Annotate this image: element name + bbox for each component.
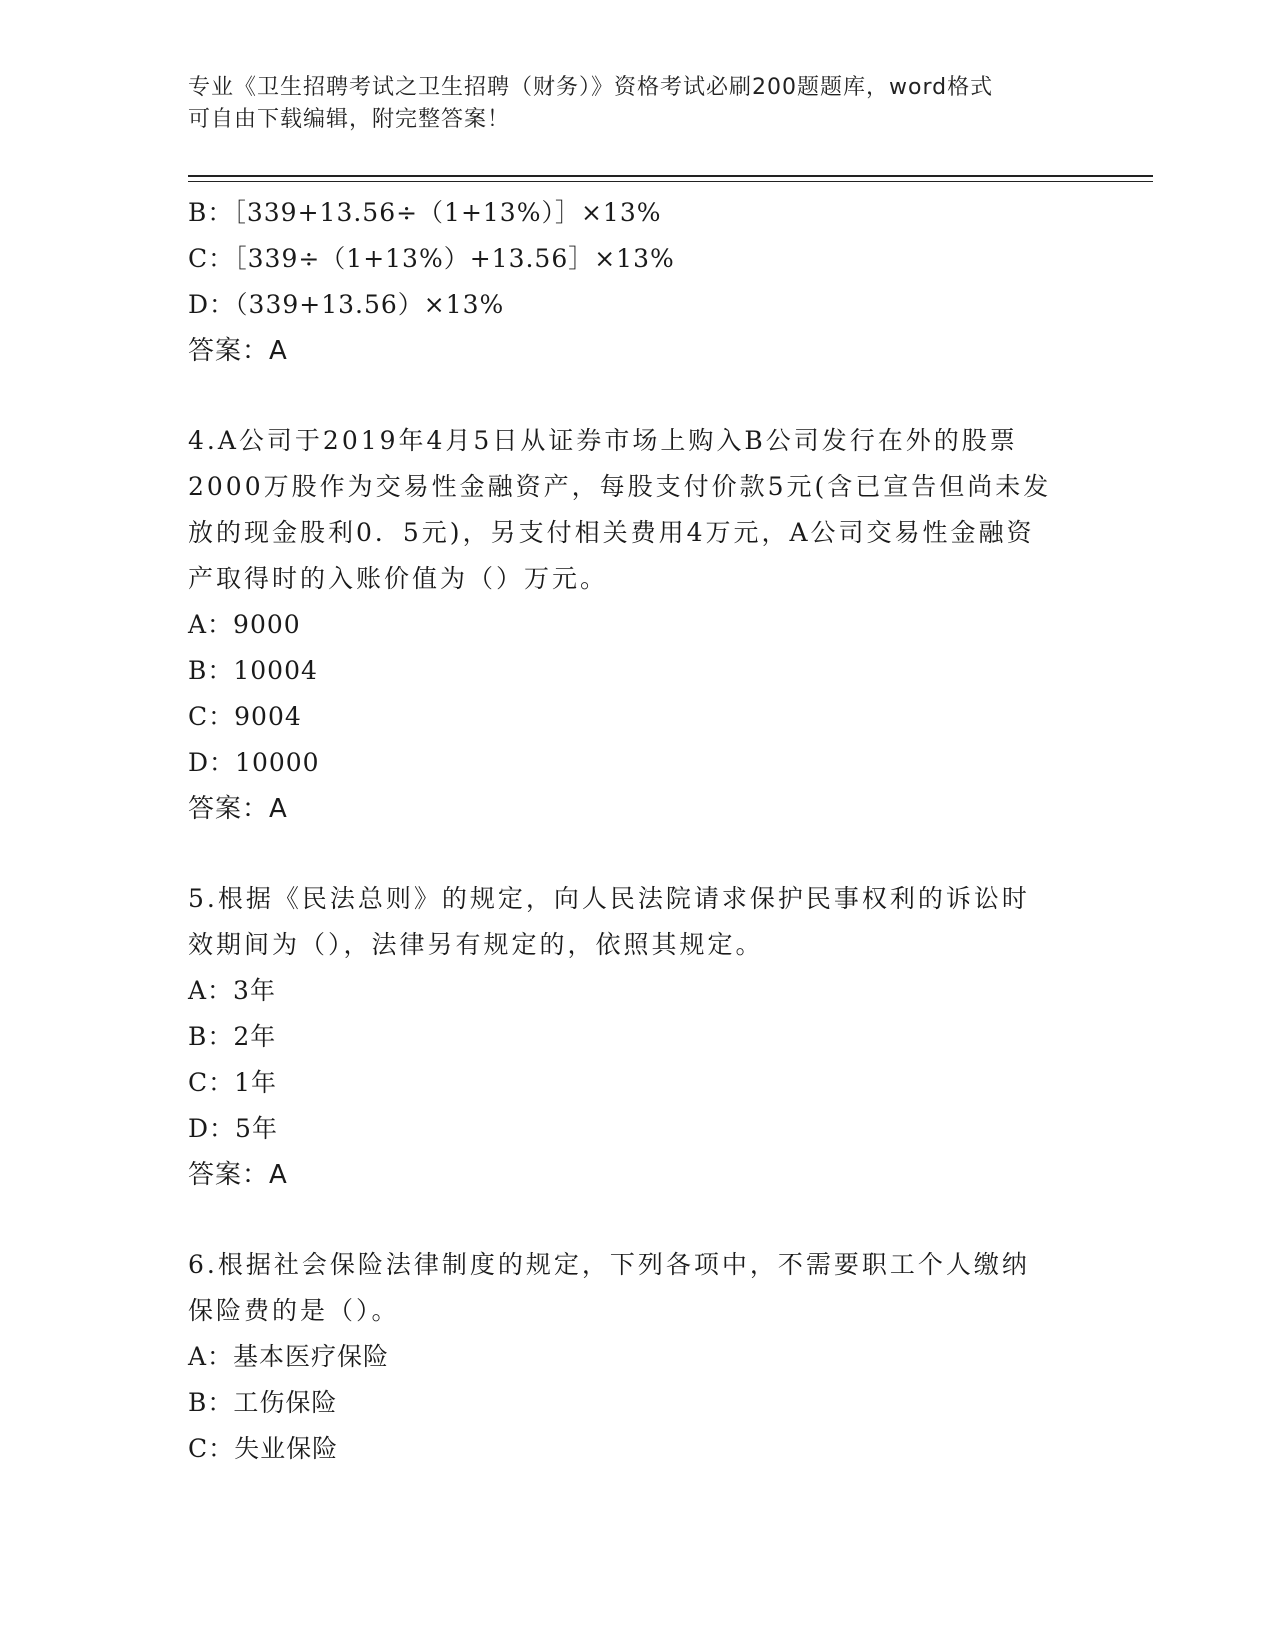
answer: 答案：A	[188, 336, 288, 366]
option-d: D：5年	[188, 1114, 278, 1143]
question-stem-line: 产取得时的入账价值为（）万元。	[188, 564, 609, 593]
question-stem-line: 4.A公司于2019年4月5日从证券市场上购入B公司发行在外的股票	[188, 426, 1018, 455]
answer: 答案：A	[188, 794, 288, 824]
option-b: B：工伤保险	[188, 1388, 338, 1417]
option-c: C：9004	[188, 702, 302, 731]
option-a: A：9000	[188, 610, 301, 639]
option-d: D：（339+13.56）×13%	[188, 290, 505, 319]
question-stem-line: 效期间为（），法律另有规定的，依照其规定。	[188, 930, 764, 959]
header-divider-thick	[188, 175, 1153, 177]
question-6	[188, 1242, 1088, 1472]
header-line-1: 专业《卫生招聘考试之卫生招聘（财务）》资格考试必刷200题题库，word格式	[188, 75, 994, 100]
option-c: C：［339÷（1+13%）+13.56］×13%	[188, 244, 675, 273]
document-header	[188, 72, 1068, 136]
header-line-2: 可自由下载编辑，附完整答案！	[188, 107, 511, 132]
option-a: A：基本医疗保险	[188, 1342, 390, 1371]
option-b: B：［339+13.56÷（1+13%）］×13%	[188, 198, 662, 227]
option-b: B：10004	[188, 656, 318, 685]
option-d: D：10000	[188, 748, 320, 777]
option-c: C：1年	[188, 1068, 278, 1097]
question-stem-line: 保险费的是（）。	[188, 1296, 400, 1325]
question-4	[188, 418, 1088, 832]
header-divider-thin	[188, 181, 1153, 182]
option-a: A：3年	[188, 976, 276, 1005]
option-b: B：2年	[188, 1022, 277, 1051]
option-c: C：失业保险	[188, 1434, 339, 1463]
question-5	[188, 876, 1088, 1198]
question-stem-line: 5.根据《民法总则》的规定，向人民法院请求保护民事权利的诉讼时	[188, 884, 1030, 913]
question-stem-line: 6.根据社会保险法律制度的规定，下列各项中，不需要职工个人缴纳	[188, 1250, 1030, 1279]
question-list	[188, 190, 1088, 1472]
question-stem-line: 放的现金股利0．5元)，另支付相关费用4万元，A公司交易性金融资	[188, 518, 1035, 547]
answer: 答案：A	[188, 1160, 288, 1190]
question-3	[188, 190, 1088, 374]
question-stem-line: 2000万股作为交易性金融资产，每股支付价款5元(含已宣告但尚未发	[188, 472, 1052, 501]
